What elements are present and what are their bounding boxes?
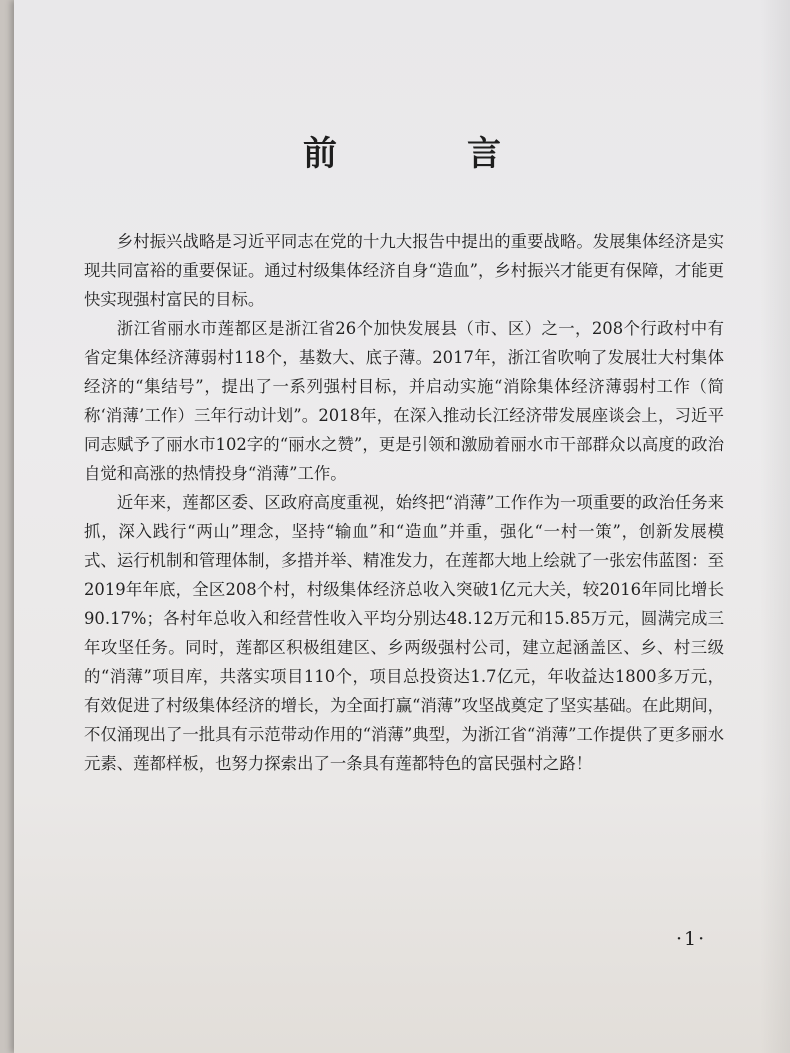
page-number: ·1·	[676, 928, 707, 950]
preface-body	[84, 227, 724, 778]
book-page	[14, 0, 790, 1053]
paragraph-1: 乡村振兴战略是习近平同志在党的十九大报告中提出的重要战略。发展集体经济是实现共同富裕的重要保证。通过村级集体经济自身“造血”，乡村振兴才能更有保障，才能更快实现强村富民的目标。	[84, 232, 724, 309]
paragraph-3: 近年来，莲都区委、区政府高度重视，始终把“消薄”工作作为一项重要的政治任务来抓，深入践行“两山”理念，坚持“输血”和“造血”并重，强化“一村一策”，创新发展模式、运行机制和管理体制，多措并举、精准发力，在莲都大地上绘就了一张宏伟蓝图：至2019年年底，全区208个村，村级集体经济总收入突破1亿元大关，较2016年同比增长90.17%；各村年总收入和经营性收入平均分别达48.12万元和15.85万元，圆满完成三年攻坚任务。同时，莲都区积极组建区、乡两级强村公司，建立起涵盖区、乡、村三级的“消薄”项目库，共落实项目110个，项目总投资达1.7亿元，年收益达1800多万元，有效促进了村级集体经济的增长，为全面打赢“消薄”攻坚战奠定了坚实基础。在此期间，不仅涌现出了一批具有示范带动作用的“消薄”典型，为浙江省“消薄”工作提供了更多丽水元素、莲都样板，也努力探索出了一条具有莲都特色的富民强村之路！	[84, 493, 724, 773]
page-title: 前 言	[303, 134, 549, 174]
paragraph-2: 浙江省丽水市莲都区是浙江省26个加快发展县（市、区）之一，208个行政村中有省定集体经济薄弱村118个，基数大、底子薄。2017年，浙江省吹响了发展壮大村集体经济的“集结号”，提出了一系列强村目标，并启动实施“消除集体经济薄弱村工作（简称‘消薄’工作）三年行动计划”。2018年，在深入推动长江经济带发展座谈会上，习近平同志赋予了丽水市102字的“丽水之赞”，更是引领和激励着丽水市干部群众以高度的政治自觉和高涨的热情投身“消薄”工作。	[84, 319, 724, 483]
